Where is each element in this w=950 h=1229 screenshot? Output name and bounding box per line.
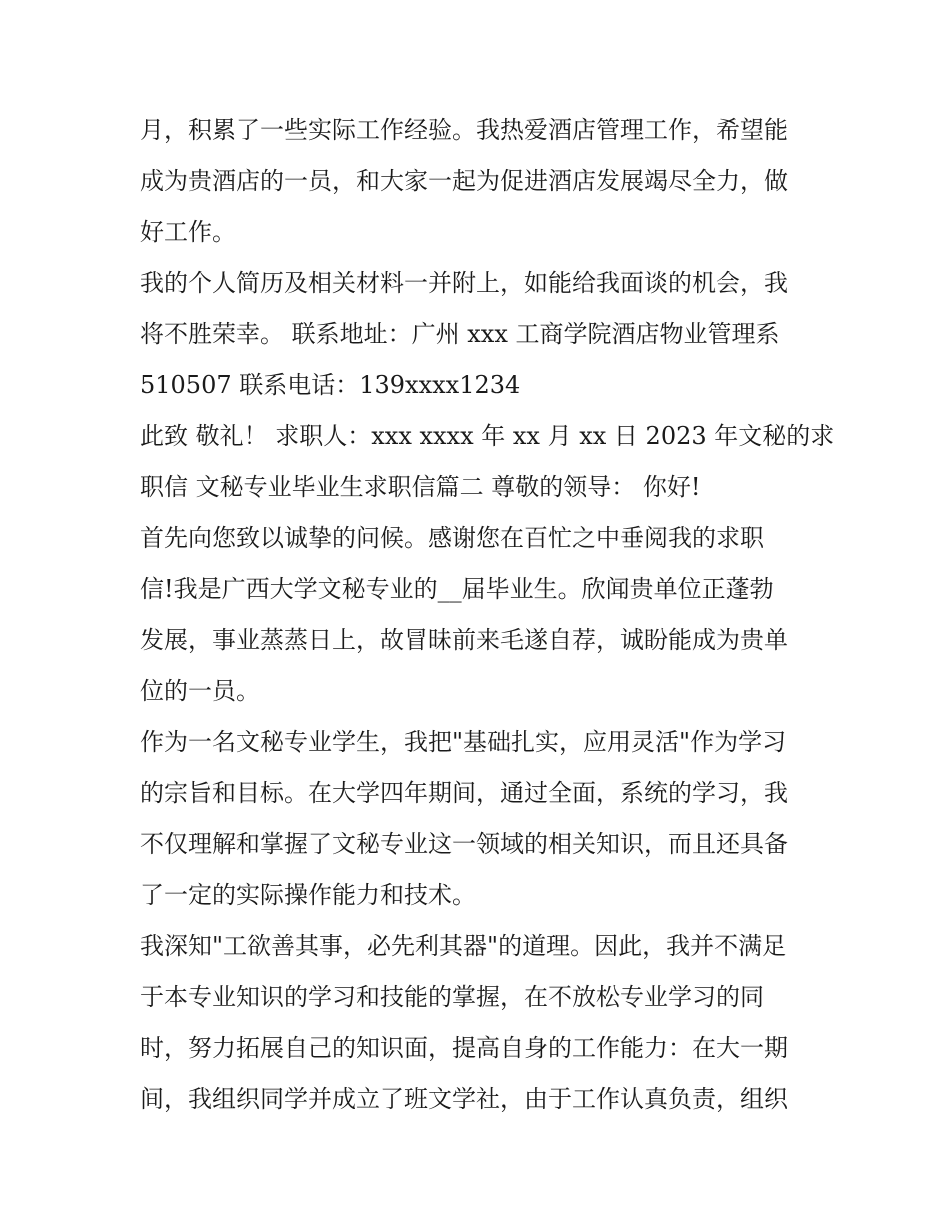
text-line: 成为贵酒店的一员，和大家一起为促进酒店发展竭尽全力，做	[140, 167, 788, 195]
text-line: 我的个人简历及相关材料一并附上，如能给我面谈的机会，我	[140, 269, 788, 297]
text-line: 此致 敬礼！ 求职人：xxx xxxx 年 xx 月 xx 日 2023 年文秘的求	[140, 422, 835, 450]
text-line: 首先向您致以诚挚的问候。感谢您在百忙之中垂阅我的求职	[140, 524, 764, 552]
text-line: 不仅理解和掌握了文秘专业这一领域的相关知识，而且还具备	[140, 830, 788, 858]
text-line: 了一定的实际操作能力和技术。	[140, 881, 476, 909]
text-line: 好工作。	[140, 218, 236, 246]
text-line: 位的一员。	[140, 677, 260, 705]
text-line: 于本专业知识的学习和技能的掌握，在不放松专业学习的同	[140, 983, 764, 1011]
text-line: 的宗旨和目标。在大学四年期间，通过全面，系统的学习，我	[140, 779, 788, 807]
text-line: 月，积累了一些实际工作经验。我热爱酒店管理工作，希望能	[140, 116, 788, 144]
document-body	[140, 105, 835, 1125]
text-line: 时，努力拓展自己的知识面，提高自身的工作能力：在大一期	[140, 1034, 788, 1062]
text-line: 间，我组织同学并成立了班文学社，由于工作认真负责，组织	[140, 1085, 788, 1113]
text-line: 作为一名文秘专业学生，我把"基础扎实，应用灵活"作为学习	[140, 728, 787, 756]
text-line: 职信 文秘专业毕业生求职信篇二 尊敬的领导： 你好!	[140, 473, 701, 501]
text-line: 510507 联系电话：139xxxx1234	[140, 371, 521, 399]
text-line: 将不胜荣幸。 联系地址：广州 xxx 工商学院酒店物业管理系	[140, 320, 780, 348]
text-line: 我深知"工欲善其事，必先利其器"的道理。因此，我并不满足	[140, 932, 787, 960]
text-line: 信!我是广西大学文秘专业的__届毕业生。欣闻贵单位正蓬勃	[140, 575, 774, 603]
text-line: 发展，事业蒸蒸日上，故冒昧前来毛遂自荐，诚盼能成为贵单	[140, 626, 788, 654]
